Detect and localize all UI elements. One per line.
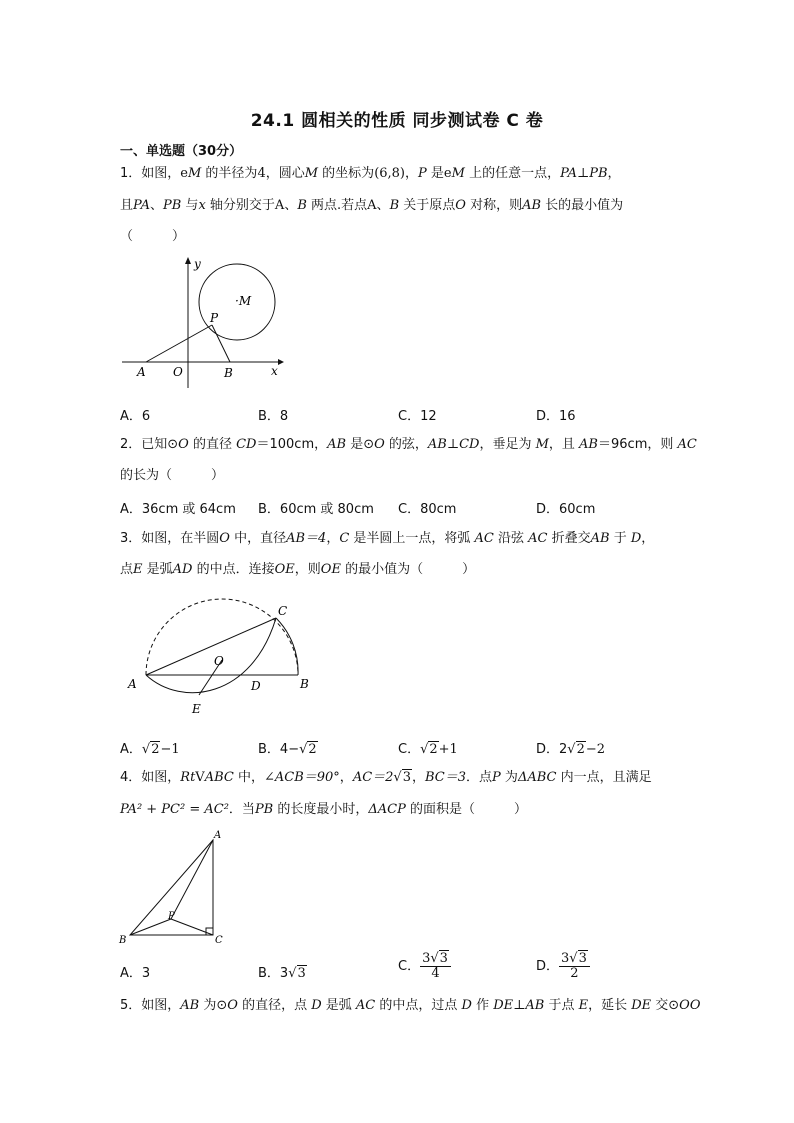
text: ， [607,166,621,181]
math: D [461,998,472,1013]
fraction: $\frac{3√3}{2}$ [559,952,590,981]
q2-option-b[interactable]: B．60cm 或 80cm [258,502,374,517]
text: ， [412,770,426,785]
text: 4．如图， [120,770,181,785]
text: 与 [181,198,199,213]
math: (6,8) [374,166,406,181]
math: A [274,198,285,213]
text: 、 [284,198,298,213]
text: 且 [120,198,134,213]
text: ．点 [466,770,493,785]
label-p: P [168,911,175,922]
math: PA² + PC² = AC² [120,802,229,817]
text: ．当 [228,802,255,817]
math: E [578,998,589,1013]
q4-line-2 [120,800,527,820]
segment-pc [171,919,213,935]
math: −2 [585,742,606,757]
label-b: B [224,366,233,380]
text: 的半径为 [201,166,258,181]
q1-line-2 [120,196,623,216]
math: AB⊥CD [427,437,480,452]
text: 的中点．连接 [192,562,275,577]
math: PB [254,802,274,817]
q4-option-c[interactable] [398,952,451,981]
math: O [679,998,690,1013]
math: +1 [438,742,458,757]
math: DE⊥AB [493,998,545,1013]
q3-line-2 [120,560,475,580]
option-letter: B．3 [258,966,289,981]
math: AC [677,437,697,452]
segment-pb [212,325,230,362]
q3-figure [122,598,322,720]
radicand: 3 [297,966,306,981]
q5-line-1 [120,996,701,1016]
denominator: 4 [431,966,440,981]
math: D [311,998,322,1013]
math: AB [522,198,542,213]
math: B [389,198,400,213]
math: ΔABC [517,770,557,785]
text: 是 [426,166,444,181]
text: 关于原点 [399,198,456,213]
label-b: B [300,677,309,691]
math: P [418,166,427,181]
numerator-coef: 3 [561,951,570,966]
label-x: x [271,364,278,378]
text: 于 [609,531,631,546]
q3-option-a[interactable]: A．√2−1 [120,742,180,757]
option-letter: C． [398,742,421,757]
math: M [187,166,202,181]
text: 为 [500,770,518,785]
text: ， [641,531,655,546]
math: O [178,437,189,452]
text: 内一点，且满足 [556,770,652,785]
text: 的最小值为（ ） [340,562,476,577]
label-a: A [137,365,146,379]
text: 是⊙ [346,437,375,452]
text: 的直径 [188,437,237,452]
text: 于点 [544,998,579,1013]
label-p: P [210,311,219,325]
segment-pb [130,919,171,935]
math: P [492,770,501,785]
math: x [198,198,206,213]
text: 是弧 [321,998,356,1013]
math: Rt [180,770,196,785]
q4-option-d[interactable] [536,952,590,981]
math: PA⊥PB [560,166,608,181]
text: 的直径，点 [237,998,312,1013]
text: 的中点，过点 [375,998,462,1013]
q1-option-a[interactable]: A．6 [120,409,151,424]
math: −1 [160,742,180,757]
q2-line-1 [120,435,697,455]
radicand: 2 [308,742,317,757]
text: 是弧 [142,562,173,577]
math: OE [320,562,341,577]
math: AB＝4 [286,531,327,546]
label-o: O [173,365,183,379]
math: M [451,166,465,181]
text: ＝100cm， [256,437,328,452]
math: ΔACP [368,802,406,817]
math: M [535,437,549,452]
page-title: 24.1 圆相关的性质 同步测试卷 C 卷 [250,111,544,131]
text: 的面积是（ ） [405,802,528,817]
q2-option-d[interactable]: D．60cm [536,502,596,517]
radicand: 3 [402,770,411,785]
text: 5．如图， [120,998,181,1013]
text: 长的最小值为 [541,198,624,213]
q1-option-b[interactable]: B．8 [258,409,289,424]
label-y: y [194,257,201,271]
math: AC [474,531,494,546]
text: 3．如图，在半圆 [120,531,220,546]
text: 为⊙ [199,998,228,1013]
text: ， [326,531,340,546]
radicand: 3 [578,951,587,966]
text: 的坐标为 [318,166,375,181]
radicand: 3 [439,951,448,966]
x-axis-arrow [278,359,284,365]
math: DE [631,998,652,1013]
text: e [180,166,188,181]
math: C [339,531,350,546]
text: 两点.若点 [306,198,368,213]
math: V [195,770,205,785]
text: ，且 [548,437,580,452]
text: 轴分别交于 [205,198,275,213]
text: 、 [376,198,390,213]
math: AD [172,562,193,577]
label-a: A [128,677,137,691]
text: ， [405,166,419,181]
text: 的弦， [384,437,428,452]
text: ， [339,770,353,785]
text: 是半圆上一点，将弧 [349,531,475,546]
q3-line-1 [120,529,654,549]
text: 1．如图， [120,166,181,181]
text: 的长度最小时， [273,802,369,817]
option-letter: A． [120,742,142,757]
fraction: $\frac{3√3}{4}$ [420,952,451,981]
text: ，垂足为 [479,437,536,452]
q1-line-1 [120,164,621,184]
radicand: 2 [576,742,585,757]
q4-line-1: 4．如图，RtVABC 中，∠ACB＝90°，AC＝2√3，BC＝3．点P 为ΔABC 内一点，且满足 [120,770,652,785]
q4-figure [116,826,228,950]
text: 上的任意一点， [464,166,561,181]
q2-option-a[interactable]: A．36cm 或 64cm [120,502,236,517]
math: A [367,198,377,213]
denominator: 2 [570,966,579,981]
numerator-coef: 3 [422,951,431,966]
math: BC＝3 [425,770,467,785]
text: 中， [233,770,264,785]
label-c: C [215,935,223,946]
math: O [219,531,230,546]
math: D [630,531,642,546]
option-letter: D．2 [536,742,568,757]
q1-figure [118,252,288,392]
math: O [689,998,701,1013]
text: ，则 [294,562,321,577]
segment-pa [171,840,213,919]
math: M [304,166,319,181]
label-d: D [251,679,261,693]
q3-option-d[interactable]: D．2√2−2 [536,742,606,757]
q2-line-2: 的长为（ ） [120,468,225,483]
math: O [455,198,466,213]
math: AB [327,437,347,452]
text: 交⊙ [651,998,680,1013]
text: 沿弦 [493,531,529,546]
text: ，圆心 [265,166,305,181]
text: 对称，则 [465,198,523,213]
radicand: 2 [151,742,160,757]
radicand: 2 [429,742,438,757]
q1-option-d[interactable]: D．16 [536,409,576,424]
label-c: C [278,604,288,618]
math: CD [236,437,257,452]
label-o: O [214,654,224,668]
text: 作 [471,998,494,1013]
segment-pa [146,325,212,362]
math: ∠ACB＝90° [263,770,340,785]
option-letter: B．4− [258,742,300,757]
solid-arc-cb [276,618,298,675]
chord-ac [146,618,276,675]
text: ，延长 [588,998,632,1013]
q3-option-b[interactable]: B．4−√2 [258,742,317,757]
label-b: B [119,935,127,946]
text: 折叠交 [547,531,591,546]
math: ABC [204,770,234,785]
math: PB [162,198,182,213]
label-e: E [192,702,201,716]
math: O [374,437,385,452]
option-letter: C． [398,959,421,974]
math: AB [579,437,598,452]
text: ＝96cm，则 [598,437,678,452]
math: AC [355,998,376,1013]
math: E [133,562,143,577]
math: 4 [257,166,266,181]
text: e [443,166,452,181]
math: AB [590,531,610,546]
q3-option-c[interactable]: C．√2+1 [398,742,458,757]
q1-line-3: （ ） [120,229,186,244]
text: 点 [120,562,134,577]
q1-option-c[interactable]: C．12 [398,409,437,424]
label-a: A [214,830,222,841]
y-axis-arrow [185,257,191,264]
math: B [297,198,307,213]
math: PA [133,198,150,213]
math: O [227,998,238,1013]
math: OE [274,562,295,577]
label-m: ·M [235,294,252,308]
math: AC [528,531,548,546]
math: AB [180,998,200,1013]
q4-option-a[interactable]: A．3 [120,966,151,981]
text: 、 [149,198,163,213]
text: 2．已知⊙ [120,437,179,452]
text: 中，直径 [229,531,287,546]
option-letter: D． [536,959,560,974]
section-heading: 一、单选题（30分） [120,144,243,159]
q4-option-b[interactable]: B．3√3 [258,966,306,981]
q2-option-c[interactable]: C．80cm [398,502,457,517]
math: AC＝2 [352,770,394,785]
